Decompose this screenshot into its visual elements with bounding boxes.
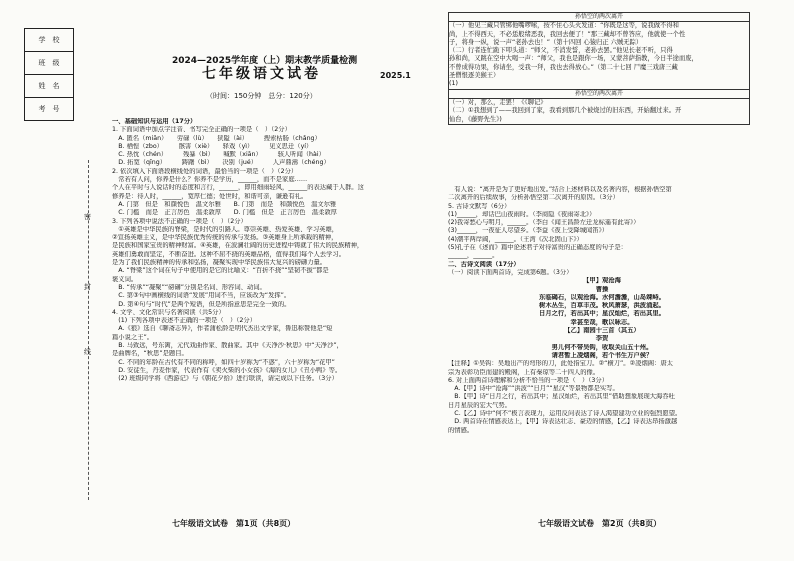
question-line: (1)______，却话巴山夜雨时。（李商隐《夜雨寄北》） bbox=[448, 210, 596, 218]
poem-line: 树木丛生，百草丰茂。秋风萧瑟，洪波涌起。 bbox=[539, 302, 665, 310]
question-line: C. 门槛 而是 正言厉色 温柔敦厚 D. 门槛 但是 正言厉色 温柔敦厚 bbox=[112, 209, 338, 217]
question-line: D. 拓宽（qīng） 踌躇（bì） 决别（jué） 人声鼎沸（chéng） bbox=[112, 159, 330, 167]
question-line: A.【甲】诗中“沧海”“洪波”“日月”“星汉”等景物都是实写。 bbox=[448, 385, 619, 393]
page2-body bbox=[448, 186, 756, 435]
question-line: 宗为表彰功臣而建的殿阁，上有秦琼等二十四人的像。 bbox=[448, 368, 600, 376]
question-line: (1) 下列各项中表述不正确的一项是（ ）（2分） bbox=[112, 317, 257, 325]
question-line: 褒义词。 bbox=[112, 275, 138, 283]
section-2-heading: 二、古诗文阅读（17分） bbox=[448, 260, 520, 268]
question-line: 4. 文学、文化常识与名著阅读（共5分） bbox=[112, 308, 225, 316]
question-line: ______，______。 bbox=[448, 252, 499, 260]
name-label: 姓 名 bbox=[25, 75, 74, 98]
question-line: 3. 下列各项中说法不正确的一项是（ ）（2分） bbox=[112, 217, 247, 225]
table-row: 尚，上不得西天，不必恁般绪恶我，我回去便了！”那三藏却不曾答应，他就使一个性 bbox=[449, 30, 686, 38]
question-line: B.【甲】诗“日月之行，若出其中；星汉灿烂，若出其里”借助想象展现大海吞吐 bbox=[448, 393, 675, 401]
question-line: C. 不同的年龄在古代有不同的称呼，如四十岁称为“不惑”，六十岁称为“花甲” bbox=[112, 358, 335, 366]
table-row: 孙和尚，又跳在空中大喝一声：“师父，我也是跟你一场，又蒙菩萨指教，今日半途而废， bbox=[449, 55, 698, 63]
seal-mark-1: 密 bbox=[84, 213, 91, 221]
class-label: 班 级 bbox=[25, 52, 74, 75]
question-line: (5)孔子在《述而》篇中论述君子对待富贵的正确态度的句子是： bbox=[448, 244, 627, 252]
student-info-table bbox=[24, 28, 74, 121]
table-row: 仙台，《藤野先生》) bbox=[449, 115, 502, 123]
seal-mark-3: 线 bbox=[84, 348, 91, 356]
question-line: 日月星辰的宏大气势。 bbox=[448, 401, 511, 409]
table-row: 子，将身一纵，说一声“老孙去也！”（第十四回 心猿归正 六贼无踪） bbox=[449, 38, 643, 46]
seal-line bbox=[88, 160, 89, 500]
exam-date: 2025.1 bbox=[380, 71, 411, 80]
question-line: B. 栖惶（zbo） 骸害（xiè） 驿戏（yì） 见义思迁（yí） bbox=[112, 142, 313, 150]
page-1-footer: 七年级语文试卷 第1页（共8页） bbox=[172, 519, 296, 528]
question-line: (3)______，一夜征人尽望乡。（李益《夜上受降城闻笛》） bbox=[448, 227, 609, 235]
question-line: 二次离开的后续故事，分析孙悟空第二次离开的原因。（3分） bbox=[448, 194, 619, 202]
question-line: C. 第③句中画横线的词语“发展”用词不当，应该改为“发挥”。 bbox=[112, 292, 291, 300]
exam-number-label: 考 号 bbox=[25, 98, 74, 121]
question-line: （一）阅读下面两首诗，完成第6题。（3分） bbox=[448, 268, 573, 276]
question-line: C.【乙】诗中“何不”极言表现力，运用反问表达了诗人渴望建功立业的强烈愿望。 bbox=[448, 410, 682, 418]
question-line: 修养是：待人时，______，宽厚仁德；处世时，和谐可亲，谦逊有礼。 bbox=[112, 192, 308, 200]
seal-mark-2: 封 bbox=[84, 283, 91, 291]
table-row: （一）对，那么，走罢！《《聊记》 bbox=[449, 98, 547, 106]
question-line: 5. 古诗文默写（6分） bbox=[448, 202, 511, 210]
poem-line: 请君暂上凌烟阁，若个书生万户侯？ bbox=[551, 351, 653, 359]
question-line: (4)潮平两岸阔，______。（王湾《次北固山下》） bbox=[448, 235, 583, 243]
question-line: A. “脊梁”这个词在句子中使用的是它的比喻义：“百折不挠”“坚韧不拔”都是 bbox=[112, 267, 329, 275]
section-1-heading: 一、基础知识与运用（17分） bbox=[112, 118, 197, 125]
question-line: 有人说：“离开是为了更好地出发。”结合上述材料以及名著内容，根据孙悟空第 bbox=[448, 186, 672, 193]
poem-line: 幸甚至哉，歌以咏志。 bbox=[570, 318, 634, 326]
question-line: A. 匿名（miān） 劳碌（lù） 狭隘（ài） 搜索枯肠（chǎng） bbox=[112, 134, 321, 142]
poem-line: 【乙】南园十三首（其五） bbox=[564, 327, 640, 335]
question-line: 常若有人问，你养是什么？你养不是学历，______，而不是家庭…… bbox=[112, 176, 308, 184]
question-line: A.《狼》选自《聊斋志异》，作者蒲松龄是明代杰出文学家，鲁迅称赞他是“短 bbox=[112, 325, 333, 333]
question-line: D. 安徒生，丹麦作家，代表作有《卖火柴的小女孩》《海的女儿》《丑小鸭》等。 bbox=[112, 366, 342, 374]
reading-table-header: 孙悟空的两次离开 bbox=[449, 13, 749, 22]
table-row: (1) bbox=[449, 80, 458, 88]
poem-line: 李贺 bbox=[595, 335, 609, 343]
question-line: B. “传承”“凝聚”“磅礴”分别是名词、形容词、动词。 bbox=[112, 283, 266, 291]
page-1 bbox=[112, 0, 412, 561]
poem-line: 曹操 bbox=[595, 285, 609, 293]
table-row: （二）行者连忙跪下叩头道：“师父，不消发誓，老孙去罢。”他见长老不听，只得 bbox=[449, 47, 673, 55]
exam-term-title: 2024—2025学年度（上）期末教学质量检测 bbox=[172, 56, 358, 66]
page1-body bbox=[112, 118, 412, 384]
question-line: D. 第④句与“时代”是两个短语，但是所指意思是完全一致的。 bbox=[112, 300, 291, 308]
question-line: 是为了我们民族精神的传承和弘扬，凝聚实现中华民族伟大复兴的磅礴力量。 bbox=[112, 259, 327, 267]
question-line: 1. 下面词语中加点字注音、书写完全正确的一项是（ ）（2分） bbox=[112, 126, 291, 134]
exam-time-score: （时间：150分钟 总分：120分） bbox=[206, 92, 317, 100]
question-line: 个人在平时与人说话时的态度和言行，______，即用细雨轻风，______的表达藏于人群。这 bbox=[112, 184, 364, 192]
table-row: 圣僧恨逐美猴王） bbox=[449, 72, 500, 80]
binding-margin bbox=[0, 0, 100, 561]
question-line: 【注释】①吴钩：吴地出产的弯形的刀，此处指宝刀。②“横刀”。②凌烟阁：唐太 bbox=[448, 360, 673, 368]
question-line: (2) 班级同学将《西游记》与《朝花夕拾》进行联读，请完成以下任务。（3分） bbox=[112, 375, 338, 383]
question-line: 是曲牌名，“秋思”是题目。 bbox=[112, 350, 188, 358]
exam-paper-title: 七年级语文试卷 bbox=[202, 66, 321, 82]
table-row: （二）①我想到了——我回到了家，我看到那几个被烧过的旧东西，开始翻过来。开 bbox=[449, 107, 682, 115]
poem-line: 东临碣石，以观沧海。水何澹澹，山岛竦峙。 bbox=[539, 293, 665, 301]
question-line: C. 热忱（chén） 残暴（bì） 喊默（xiān） 骇人听闻（hài） bbox=[112, 151, 325, 159]
question-line: 2. 依次填入下面语段横线处的词语，最恰当的一项是（ ）（2分） bbox=[112, 167, 298, 175]
page-2-footer: 七年级语文试卷 第2页（共8页） bbox=[538, 519, 662, 528]
question-line: B. 马致远，号东篱，元代戏曲作家、散曲家。其中《天净沙·秋思》中“天净沙”， bbox=[112, 342, 343, 350]
page-2 bbox=[448, 0, 756, 561]
school-label: 学 校 bbox=[25, 29, 74, 52]
question-line: 的情感。 bbox=[448, 426, 474, 434]
question-line: A. 门第 但是 和颜悦色 温文尔雅 B. 门第 而是 和颜悦色 温文尔雅 bbox=[112, 200, 337, 208]
poem-line: 男儿何不带吴钩，收取关山五十州。 bbox=[551, 343, 653, 351]
reading-table-subheader: 孙悟空的两次离开 bbox=[449, 89, 749, 99]
table-row: 不曾成得功果，你请坐，受我一拜，我也去得放心。”（第二十七回 尸魔三戏唐三藏 bbox=[449, 63, 678, 71]
question-line: ①英雄是中华民族的脊梁，是时代的引路人。尊崇英雄、热爱英雄、学习英雄， bbox=[112, 225, 339, 233]
question-line: 篇小说之王”。 bbox=[112, 333, 154, 341]
reading-table bbox=[448, 12, 750, 125]
poem-line: 【甲】观沧海 bbox=[583, 277, 621, 285]
question-line: D. 两首诗在情感表达上，【甲】诗表达壮志、豪迈的情感，【乙】诗表达昂扬激越 bbox=[448, 418, 678, 426]
question-line: (2)我寄愁心与明月，______。（李白《闻王昌龄左迁龙标遥有此寄》） bbox=[448, 219, 640, 227]
question-line: ②宣扬英雄主义，是中华民族优秀传统的传承与发扬。③英雄身上所承载的精神， bbox=[112, 234, 338, 242]
poem-line: 日月之行，若出其中；星汉灿烂，若出其里。 bbox=[539, 310, 665, 318]
table-row: （一）他见三藏只管绑他嘴啰嗦，按不住心头火发道：“你既是这等，说我做不得和 bbox=[449, 22, 679, 30]
question-line: 6. 对上面两首诗理解和分析不恰当的一项是（ ）（3分） bbox=[448, 376, 608, 384]
question-line: 英雄们勇敢而坚定，不断奋进。这种不屈不挠的英雄品格，值得我们每个人去学习。 bbox=[112, 250, 345, 258]
question-line: 是民族和国家宝贵的精神财富。④英雄，在波澜壮阔的历史进程中铸就了伟大的民族精神， bbox=[112, 242, 364, 250]
